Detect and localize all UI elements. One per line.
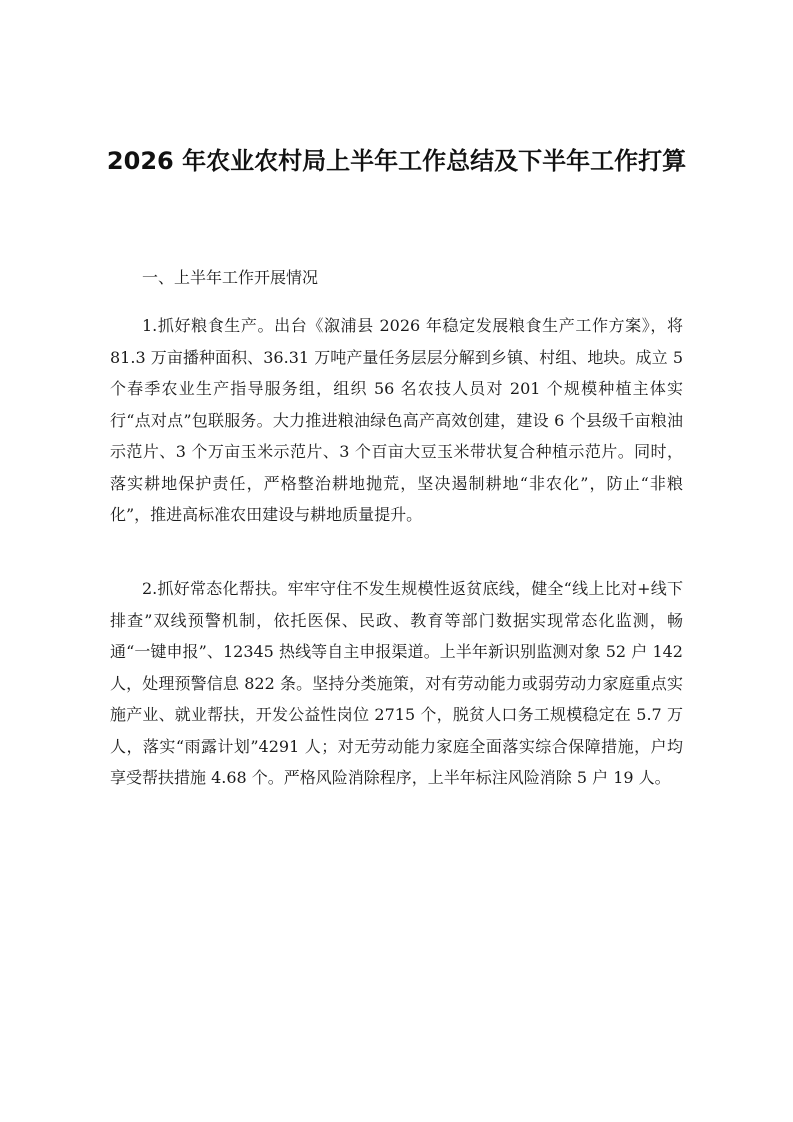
document-title: 2026 年农业农村局上半年工作总结及下半年工作打算 (106, 147, 687, 175)
paragraph-poverty-assistance: 2.抓好常态化帮扶。牢牢守住不发生规模性返贫底线，健全“线上比对+线下排查”双线预警机制，依托医保、民政、教育等部门数据实现常态化监测，畅通“一键申报”、12345 热线等自主申报渠道。上半年新识别监测对象 52 户 142 人，处理预警信息 822 条。坚持分类施策，对有劳动能力或弱劳动力家庭重点实施产业、就业帮扶，开发公益性岗位 2715 个，脱贫人口务工规模稳定在 5.7 万人，落实“雨露计划”4291 人；对无劳动能力家庭全面落实综合保障措施，户均享受帮扶措施 4.68 个。严格风险消除程序，上半年标注风险消除 5 户 19 人。 (110, 579, 683, 787)
paragraph-grain-production: 1.抓好粮食生产。出台《溆浦县 2026 年稳定发展粮食生产工作方案》，将 81.3 万亩播种面积、36.31 万吨产量任务层层分解到乡镇、村组、地块。成立 5 个春季农业生产指导服务组，组织 56 名农技人员对 201 个规模种植主体实行“点对点”包联服务。大力推进粮油绿色高产高效创建，建设 6 个县级千亩粮油示范片、3 个万亩玉米示范片、3 个百亩大豆玉米带状复合种植示范片。同时，落实耕地保护责任，严格整治耕地抛荒，坚决遏制耕地“非农化”，防止“非粮化”，推进高标准农田建设与耕地质量提升。 (110, 316, 683, 524)
section-heading: 一、上半年工作开展情况 (142, 268, 319, 287)
